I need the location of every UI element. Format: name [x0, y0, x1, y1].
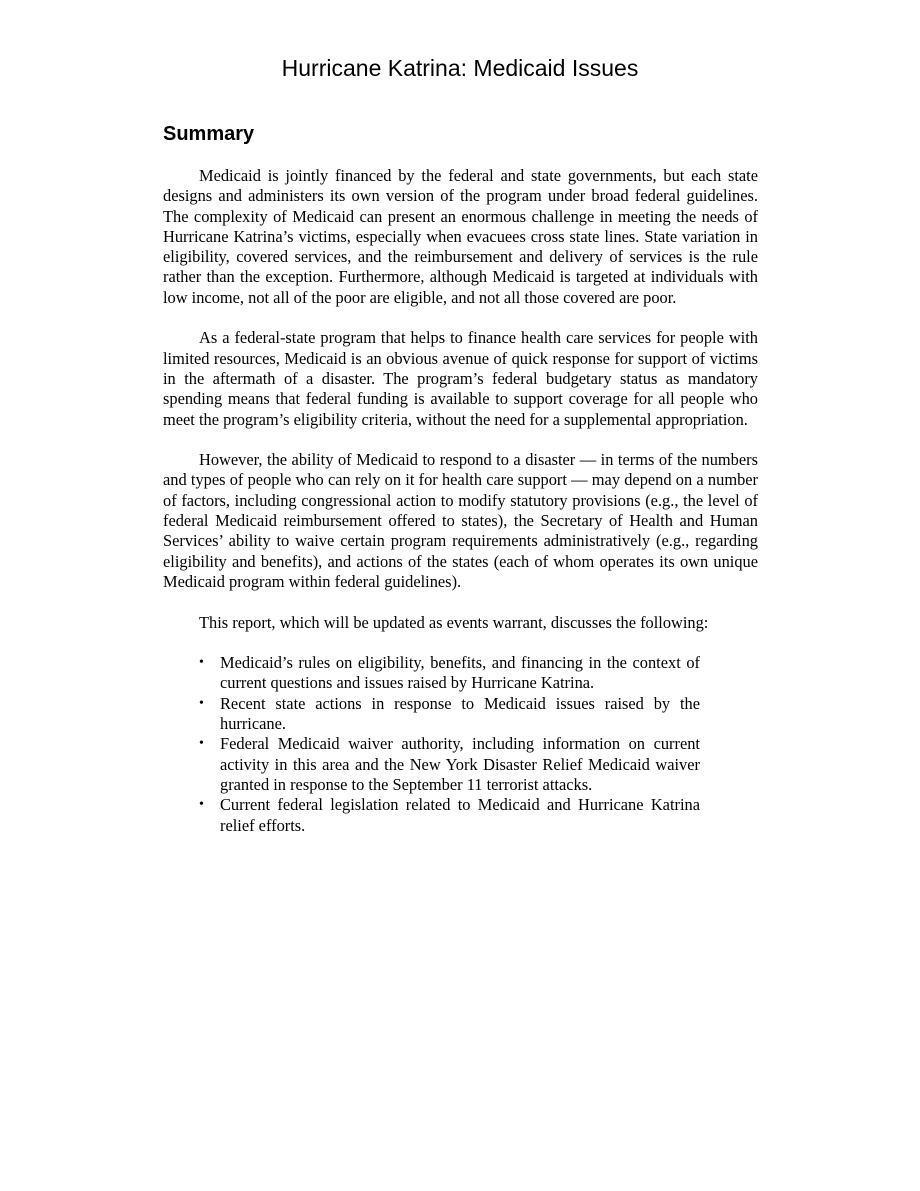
bullet-icon: • — [199, 797, 204, 813]
list-item — [163, 694, 700, 735]
page-title: Hurricane Katrina: Medicaid Issues — [281, 55, 639, 81]
bullet-icon: • — [199, 655, 204, 671]
list-item — [163, 795, 700, 836]
paragraph: This report, which will be updated as events warrant, discusses the following: — [199, 612, 709, 632]
document-body — [163, 166, 758, 836]
list-item — [163, 734, 700, 795]
list-item-text: Federal Medicaid waiver authority, including information on current activity in this area and the New York Disaster Relief Medicaid waiver granted in response to the September 11 terrorist attacks. — [220, 734, 700, 794]
section-heading-summary: Summary — [163, 123, 255, 145]
bullet-icon: • — [199, 736, 204, 752]
paragraph: As a federal-state program that helps to finance health care services for people with limited resources, Medicaid is an obvious avenue of quick response for support of victims in the aftermath of a disaster. The program’s federal budgetary status as mandatory spending means that federal funding is available to support coverage for all people who meet the program’s eligibility criteria, without the need for a supplemental appropriation. — [163, 328, 758, 429]
list-item — [163, 653, 700, 694]
bullet-icon: • — [199, 695, 204, 711]
paragraph: Medicaid is jointly financed by the federal and state governments, but each state designs and administers its own version of the program under broad federal guidelines. The complexity of Medicaid can present an enormous challenge in meeting the needs of Hurricane Katrina’s victims, especially when evacuees cross state lines. State variation in eligibility, covered services, and the reimbursement and delivery of services is the rule rather than the exception. Furthermore, although Medicaid is targeted at individuals with low income, not all of the poor are eligible, and not all those covered are poor. — [163, 166, 758, 307]
list-item-text: Medicaid’s rules on eligibility, benefits, and financing in the context of current questions and issues raised by Hurricane Katrina. — [220, 653, 700, 693]
list-item-text: Current federal legislation related to Medicaid and Hurricane Katrina relief efforts. — [220, 795, 700, 835]
list-item-text: Recent state actions in response to Medicaid issues raised by the hurricane. — [220, 693, 700, 734]
bullet-list — [163, 653, 700, 836]
paragraph: However, the ability of Medicaid to respond to a disaster — in terms of the numbers and types of people who can rely on it for health care support — may depend on a number of factors, including congressional action to modify statutory provisions (e.g., the level of federal Medicaid reimbursement offered to states), the Secretary of Health and Human Services’ ability to waive certain program requirements administratively (e.g., regarding eligibility and benefits), and actions of the states (each of whom operates its own unique Medicaid program within federal guidelines). — [163, 450, 758, 591]
